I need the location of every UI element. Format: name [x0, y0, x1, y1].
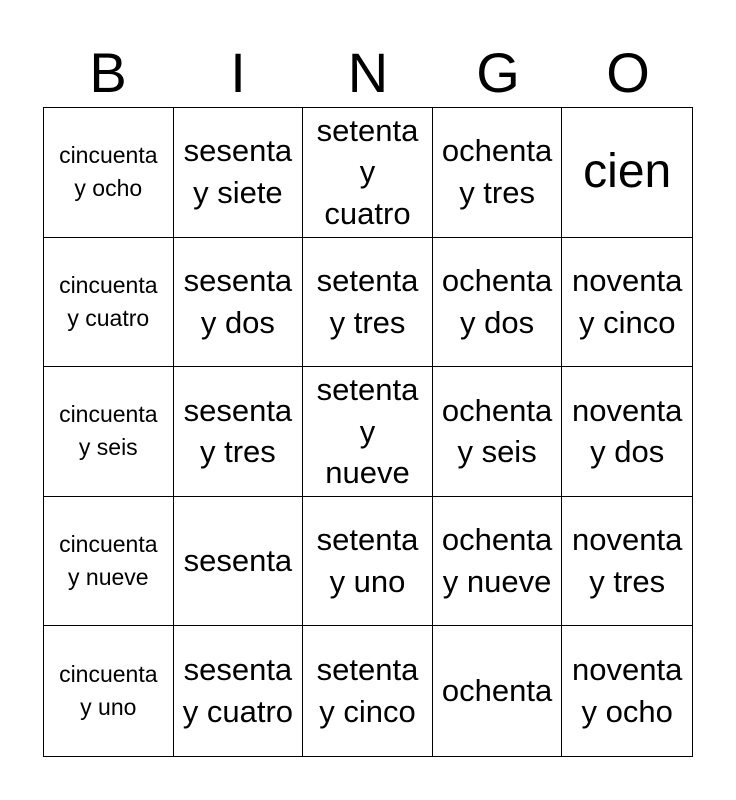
- cell-text: noventa y dos: [572, 392, 683, 470]
- bingo-cell[interactable]: [433, 626, 563, 756]
- bingo-cell[interactable]: [303, 238, 433, 368]
- cell-text: setenta y cinco: [316, 652, 419, 730]
- cell-text: ochenta: [441, 673, 553, 709]
- bingo-cell[interactable]: [303, 497, 433, 627]
- bingo-cell[interactable]: [174, 108, 304, 238]
- cell-text: cincuenta y uno: [59, 660, 158, 721]
- bingo-cell[interactable]: [562, 108, 692, 238]
- cell-text: ochenta y seis: [441, 392, 553, 470]
- cell-text: sesenta y tres: [183, 392, 293, 470]
- cell-text: ochenta y tres: [441, 133, 553, 211]
- cell-text: sesenta y dos: [183, 263, 293, 340]
- header-letter-b: B: [89, 41, 127, 104]
- cell-text: cincuenta y cuatro: [59, 271, 158, 331]
- bingo-cell[interactable]: [44, 497, 174, 627]
- cell-text: noventa y tres: [572, 522, 683, 600]
- header-letter-i: I: [230, 41, 246, 104]
- bingo-header: [43, 40, 693, 106]
- cell-text: sesenta y cuatro: [182, 652, 294, 730]
- bingo-cell[interactable]: [562, 626, 692, 756]
- cell-text: noventa y cinco: [572, 263, 683, 340]
- bingo-cell[interactable]: [433, 108, 563, 238]
- bingo-cell[interactable]: [303, 367, 433, 497]
- bingo-cell[interactable]: [44, 367, 174, 497]
- cell-text: cincuenta y seis: [59, 401, 158, 461]
- bingo-cell[interactable]: [303, 108, 433, 238]
- bingo-cell[interactable]: [433, 497, 563, 627]
- cell-text: setenta y nueve: [316, 371, 419, 491]
- bingo-cell[interactable]: [562, 497, 692, 627]
- bingo-cell[interactable]: [44, 238, 174, 368]
- bingo-cell[interactable]: [44, 108, 174, 238]
- bingo-cell[interactable]: [433, 367, 563, 497]
- cell-text: cincuenta y ocho: [59, 141, 158, 202]
- cell-text: sesenta y siete: [183, 133, 293, 211]
- header-letter-o: O: [606, 41, 650, 104]
- bingo-board: [43, 107, 693, 757]
- cell-text: ochenta y nueve: [441, 522, 553, 600]
- bingo-cell[interactable]: [174, 497, 304, 627]
- cell-text: noventa y ocho: [572, 652, 683, 730]
- cell-text: ochenta y dos: [441, 263, 553, 340]
- bingo-cell[interactable]: [174, 626, 304, 756]
- bingo-cell[interactable]: [562, 238, 692, 368]
- bingo-cell[interactable]: [174, 238, 304, 368]
- bingo-cell[interactable]: [44, 626, 174, 756]
- bingo-cell[interactable]: [562, 367, 692, 497]
- bingo-cell[interactable]: [174, 367, 304, 497]
- cell-text: setenta y uno: [316, 522, 419, 600]
- cell-text: sesenta: [183, 543, 293, 579]
- header-letter-n: N: [347, 41, 389, 104]
- cell-text: setenta y cuatro: [316, 112, 419, 232]
- cell-text: cincuenta y nueve: [59, 530, 158, 591]
- bingo-cell[interactable]: [303, 626, 433, 756]
- header-letter-g: G: [476, 41, 520, 104]
- bingo-cell[interactable]: [433, 238, 563, 368]
- cell-text: cien: [583, 145, 672, 199]
- cell-text: setenta y tres: [316, 263, 419, 340]
